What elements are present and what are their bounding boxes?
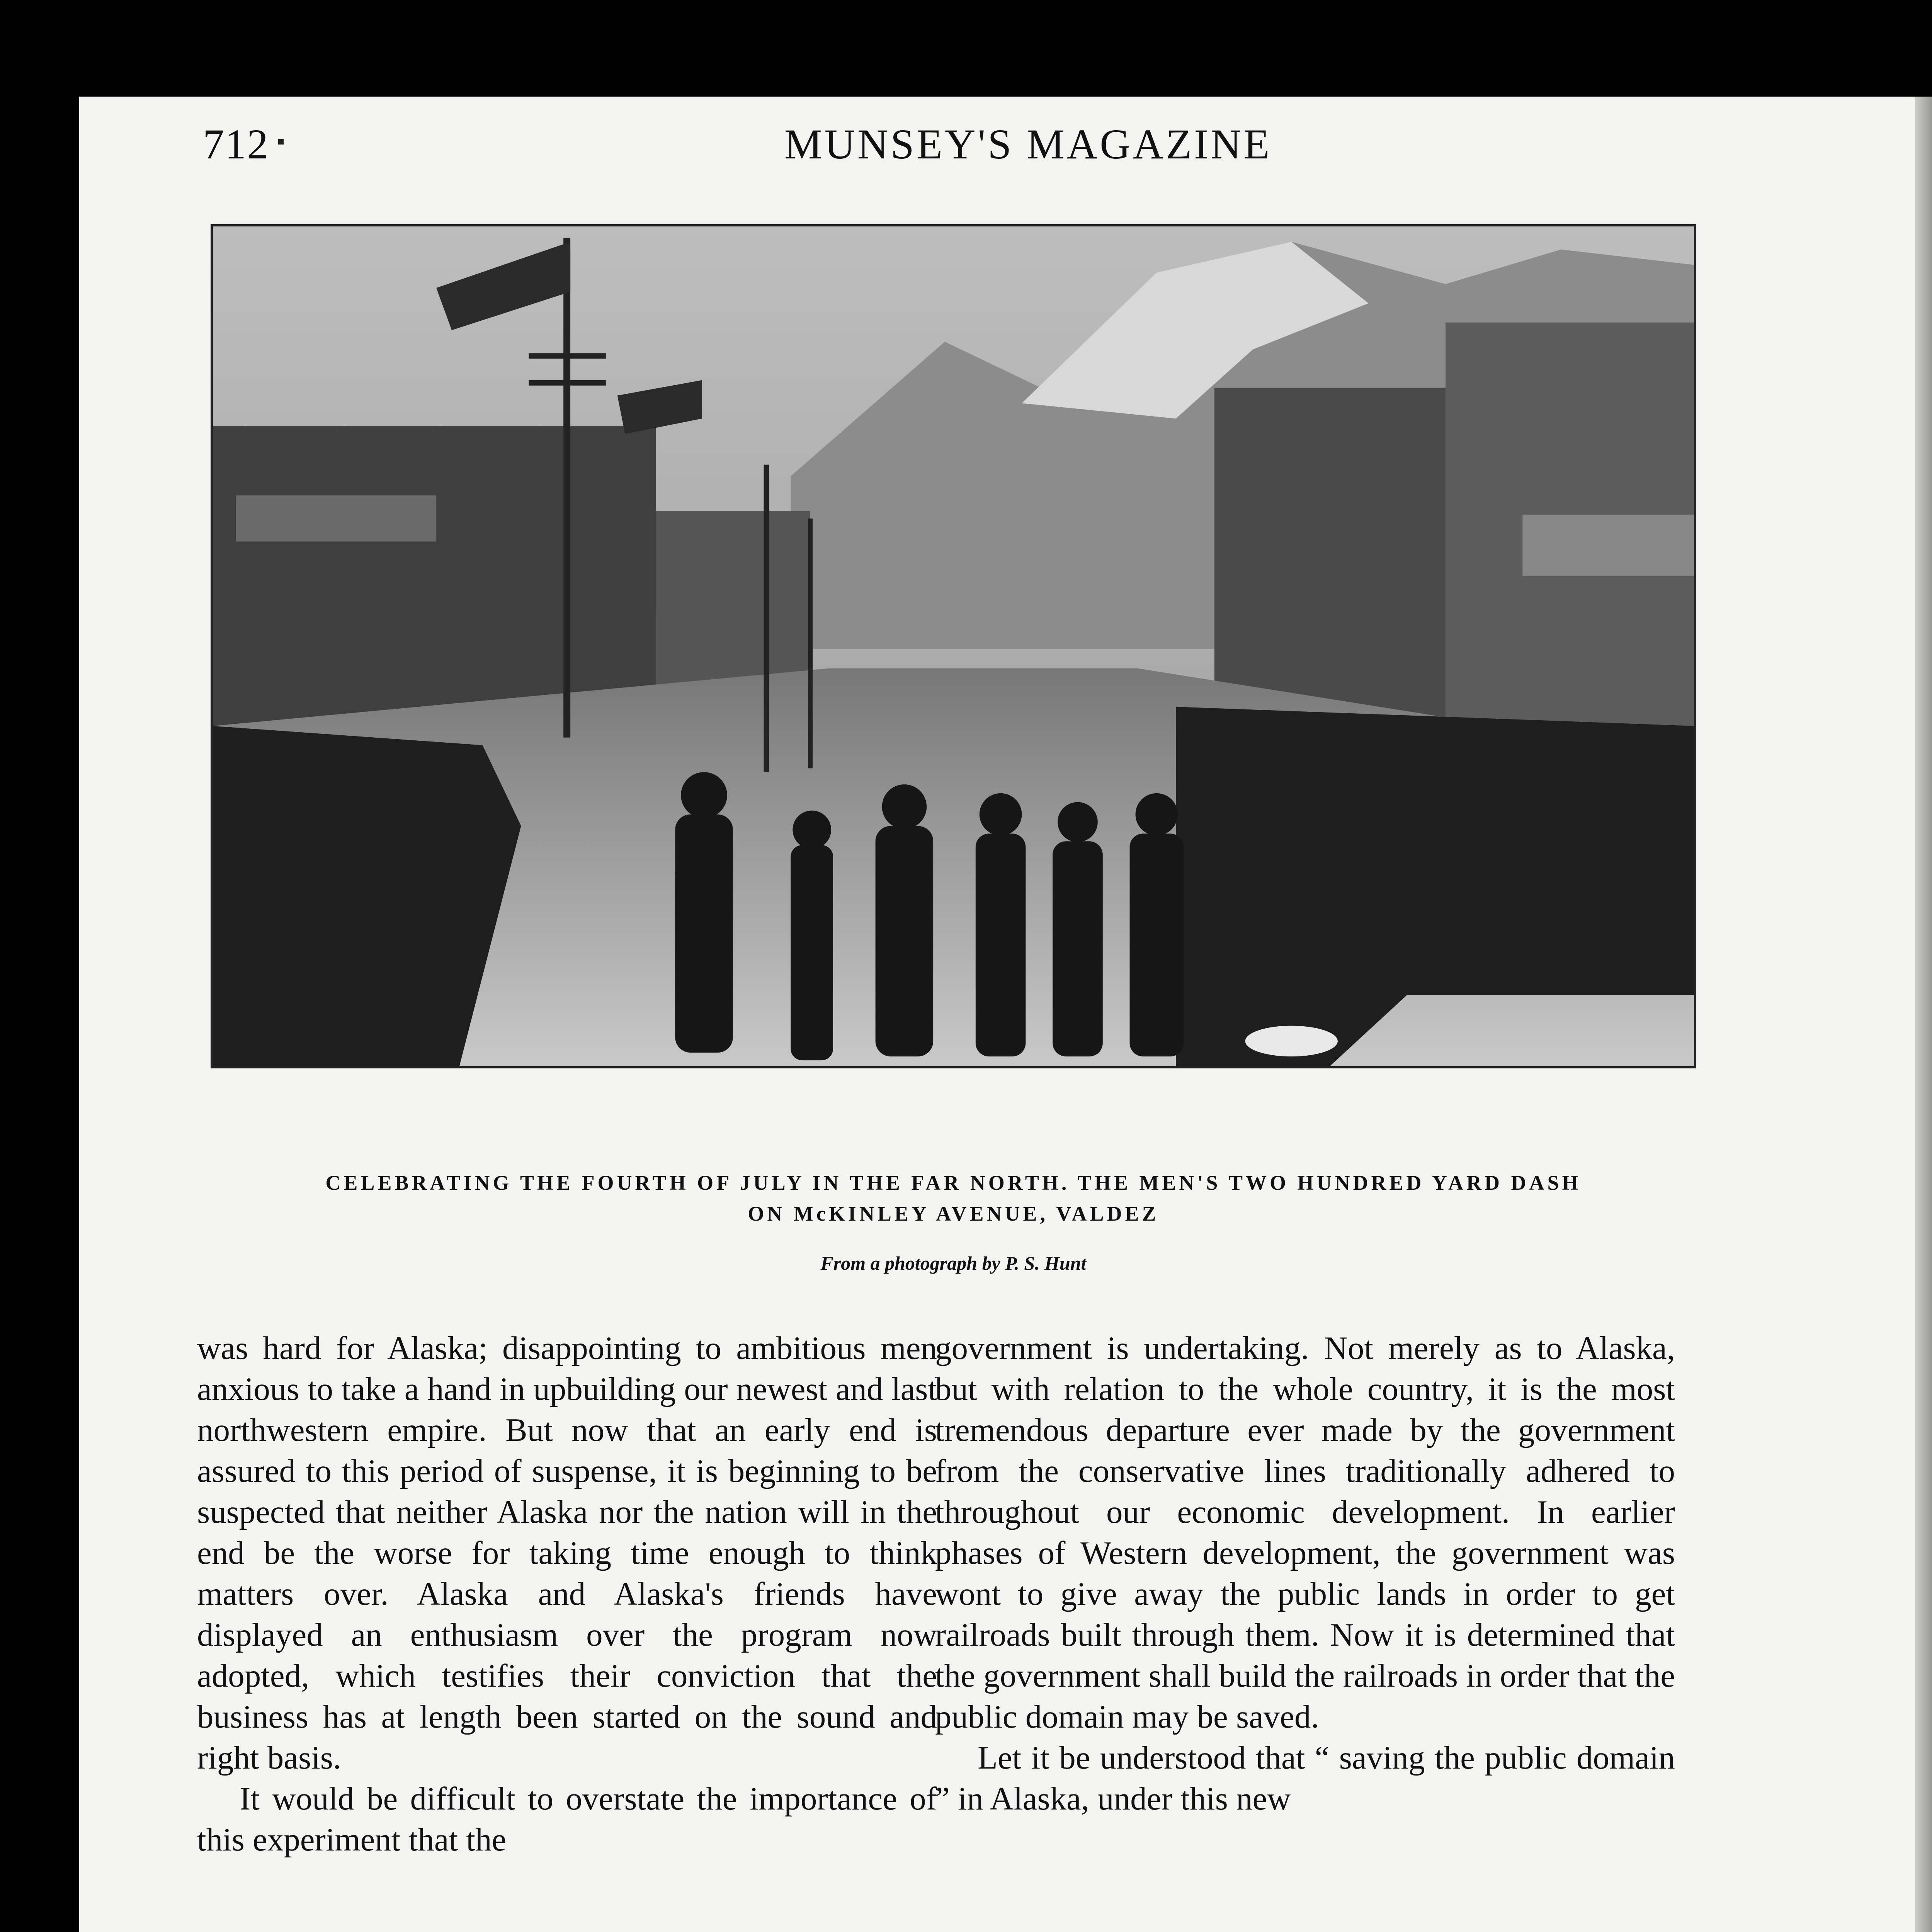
right-paragraph-1: government is undertaking. Not merely as to Alaska, but with relation to the whole country, it is the most tremendous departure ever made by the government from the conservative lines traditionally adhered to throughout our economic development. In earlier phases of Western development, the government was wont to give away the public lands in order to get railroads built through them. Now it is determined that the government shall build the railroads in order that the public domain may be saved. xyxy=(935,1330,1675,1735)
print-speck xyxy=(278,139,284,145)
article-left-column xyxy=(197,1328,937,1860)
page-binding-edge xyxy=(1915,97,1932,1932)
sled-dogs-photo xyxy=(211,1928,1826,1932)
left-paragraph-2: It would be difficult to overstate the importance of this experiment that the xyxy=(197,1781,937,1858)
page-number: 712 xyxy=(203,121,269,168)
top-photo-caption-line2: ON McKINLEY AVENUE, VALDEZ xyxy=(748,1202,1159,1225)
left-paragraph-1: was hard for Alaska; disappointing to ambitious men anxious to take a hand in upbuilding our newest and last northwestern empire. But now that an early end is assured to this period of suspense, it is beginning to be suspected that neither Alaska nor the nation will in the end be the worse for taking time enough to think matters over. Alaska and Alaska's friends have displayed an enthusiasm over the program now adopted, which testifies their conviction that the business has at length been started on the sound and right basis. xyxy=(197,1330,937,1776)
running-title: MUNSEY'S MAGAZINE xyxy=(784,121,1272,168)
article-right-column xyxy=(935,1328,1675,1819)
top-photo-credit: From a photograph by P. S. Hunt xyxy=(820,1252,1087,1274)
street-scene-photo xyxy=(211,224,1696,1068)
right-paragraph-2: Let it be understood that “ saving the public domain ” in Alaska, under this new xyxy=(935,1740,1675,1817)
top-photo-caption-line1: CELEBRATING THE FOURTH OF JULY IN THE FAR NORTH. THE MEN'S TWO HUNDRED YARD DASH xyxy=(325,1171,1582,1194)
